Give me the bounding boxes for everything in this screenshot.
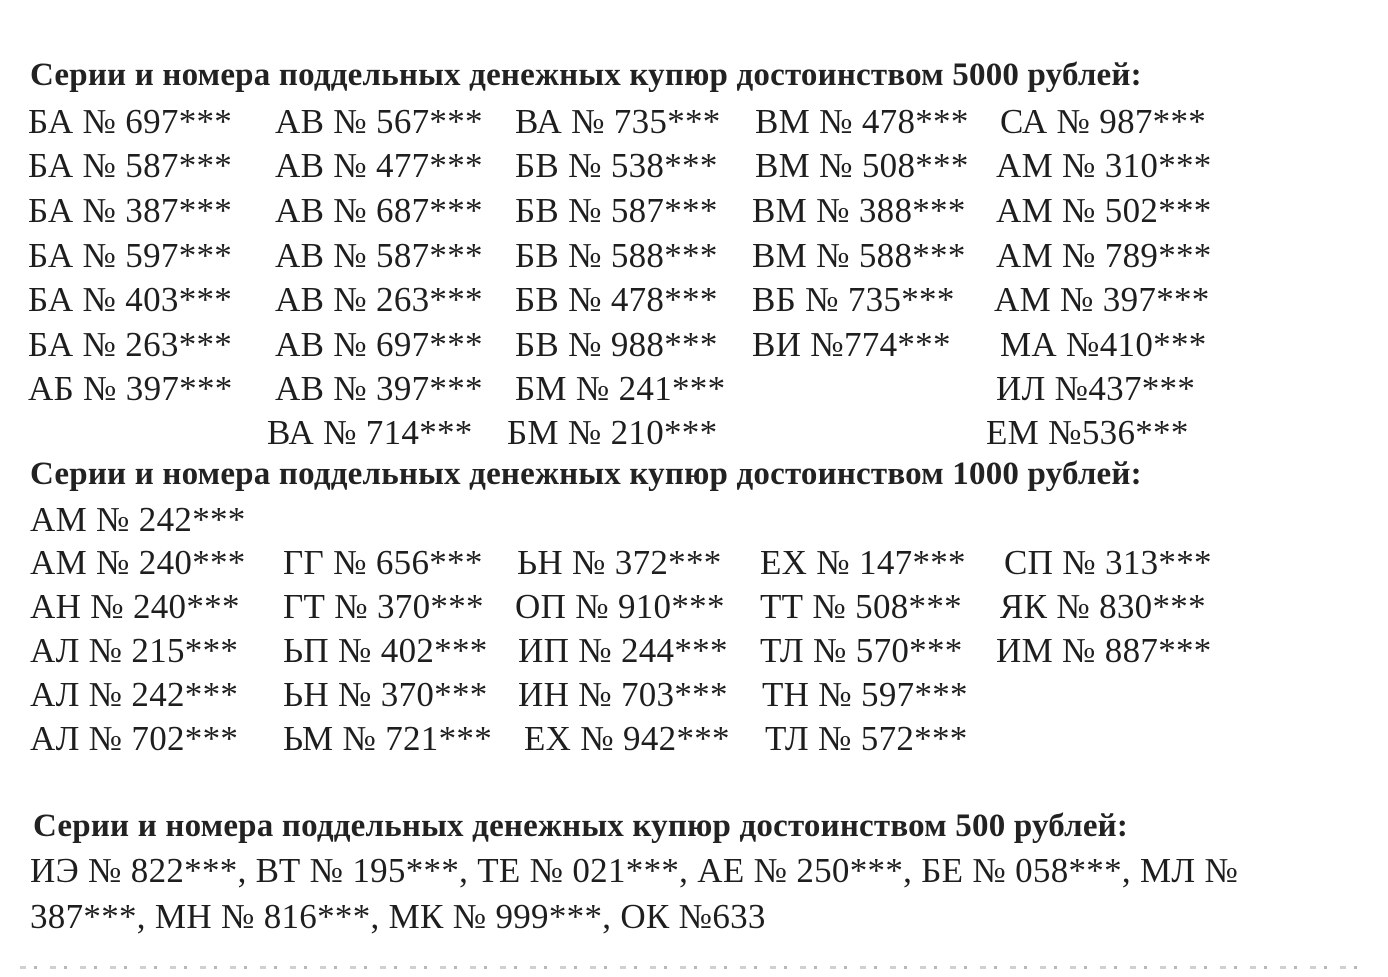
serial-entry: БА № 697*** [28, 102, 233, 141]
serial-entry: ИЛ №437*** [996, 369, 1196, 408]
serial-entry: АЛ № 215*** [30, 631, 239, 670]
serial-entry: МА №410*** [1000, 325, 1207, 364]
serial-entry: ЬП № 402*** [283, 631, 488, 670]
serial-entry: ИН № 703*** [518, 675, 728, 714]
serial-entry: БМ № 210*** [507, 413, 718, 452]
serial-entry: АМ № 502*** [996, 191, 1212, 230]
serial-entry: АМ № 240*** [30, 543, 246, 582]
serial-entry: ЬМ № 721*** [283, 719, 493, 758]
serial-entry: ТЛ № 572*** [765, 719, 968, 758]
serial-entry: ТТ № 508*** [760, 587, 962, 626]
serial-entry: БА № 387*** [28, 191, 233, 230]
serial-entry: АВ № 687*** [275, 191, 483, 230]
serial-entry: БВ № 588*** [515, 236, 718, 275]
serial-entry: ГГ № 656*** [283, 543, 483, 582]
serial-entry: ВМ № 588*** [752, 236, 966, 275]
serial-entry: БА № 587*** [28, 146, 233, 185]
serial-entry: ЕХ № 942*** [524, 719, 730, 758]
serial-entry: БВ № 478*** [515, 280, 718, 319]
serial-entry: АВ № 263*** [275, 280, 483, 319]
serial-entry: АВ № 567*** [275, 102, 483, 141]
paragraph-line: ИЭ № 822***, ВТ № 195***, ТЕ № 021***, АЕ № 250***, БЕ № 058***, МЛ № [30, 851, 1239, 890]
serial-entry: АЛ № 702*** [30, 719, 239, 758]
serial-entry: АВ № 697*** [275, 325, 483, 364]
serial-entry: БВ № 538*** [515, 146, 718, 185]
serial-entry: БА № 263*** [28, 325, 233, 364]
serial-entry: ГТ № 370*** [283, 587, 484, 626]
serial-entry: АВ № 477*** [275, 146, 483, 185]
serial-entry: ВА № 735*** [515, 102, 721, 141]
serial-entry: АМ № 397*** [994, 280, 1210, 319]
serial-entry: БВ № 988*** [515, 325, 718, 364]
serial-entry: ВМ № 478*** [755, 102, 969, 141]
serial-entry: ЬН № 372*** [517, 543, 722, 582]
serial-entry: ВИ №774*** [752, 325, 951, 364]
serial-entry: АМ № 310*** [996, 146, 1212, 185]
serial-entry: ИП № 244*** [518, 631, 728, 670]
serial-entry: ВА № 714*** [267, 413, 473, 452]
serial-entry: БВ № 587*** [515, 191, 718, 230]
serial-entry: ЬН № 370*** [283, 675, 488, 714]
serial-entry: БА № 597*** [28, 236, 233, 275]
serial-entry: АМ № 242*** [30, 500, 246, 539]
serial-entry: ТЛ № 570*** [760, 631, 963, 670]
serial-entry: ИМ № 887*** [996, 631, 1212, 670]
paragraph-line: 387***, МН № 816***, МК № 999***, ОК №633 [30, 897, 766, 936]
serial-entry: ОП № 910*** [515, 587, 725, 626]
heading-5000: Серии и номера поддельных денежных купюр достоинством 5000 рублей: [30, 57, 1142, 93]
serial-entry: АН № 240*** [30, 587, 240, 626]
serial-entry: ВМ № 388*** [752, 191, 966, 230]
serial-entry: ЕХ № 147*** [760, 543, 966, 582]
heading-500: Серии и номера поддельных денежных купюр достоинством 500 рублей: [33, 808, 1129, 844]
serial-entry: БА № 403*** [28, 280, 233, 319]
serial-entry: ТН № 597*** [762, 675, 968, 714]
serial-entry: СП № 313*** [1004, 543, 1212, 582]
serial-entry: АВ № 587*** [275, 236, 483, 275]
heading-1000: Серии и номера поддельных денежных купюр достоинством 1000 рублей: [30, 456, 1142, 492]
serial-entry: АМ № 789*** [996, 236, 1212, 275]
serial-entry: АБ № 397*** [28, 369, 233, 408]
serial-entry: ВМ № 508*** [755, 146, 969, 185]
serial-entry: ВБ № 735*** [752, 280, 955, 319]
serial-entry: ЯК № 830*** [1000, 587, 1206, 626]
serial-entry: АВ № 397*** [275, 369, 483, 408]
serial-entry: АЛ № 242*** [30, 675, 239, 714]
serial-entry: СА № 987*** [1000, 102, 1207, 141]
scan-artifact-line [20, 966, 1370, 969]
serial-entry: БМ № 241*** [515, 369, 726, 408]
serial-entry: ЕМ №536*** [986, 413, 1189, 452]
